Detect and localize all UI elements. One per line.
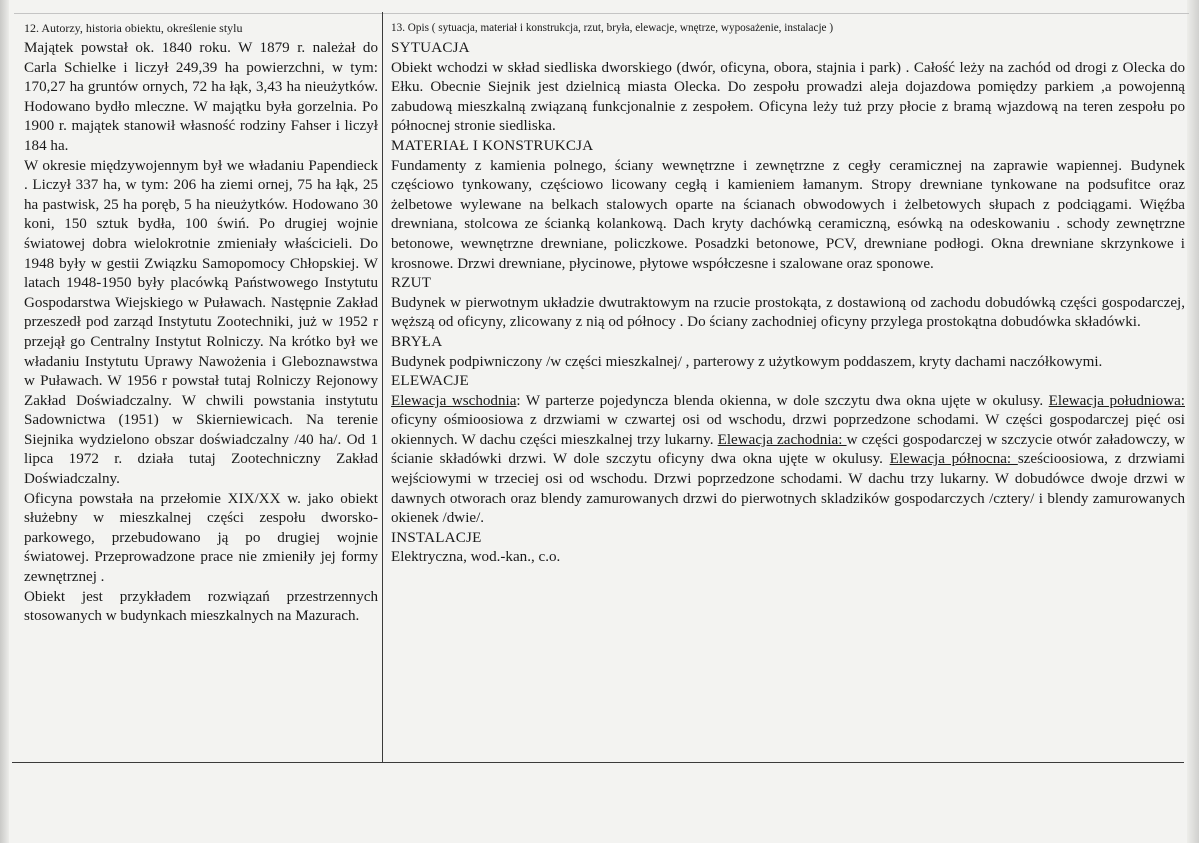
text-north-elevation: sześcioosiowa, z drzwiami wejściowymi w trzeciej osi od wschodu. Drzwi poprzedzone schodami. W dachu trzy lukarny. W dobudówce dwoje drzwi w dawnych otworach oraz blendy zamurowanych drzwi do pierwotnych skladzików gospodarczych /cztery/ i blendy zamurowanych okienek /dwie/. bbox=[391, 451, 1185, 527]
label-east-elevation: Elewacja wschodnia bbox=[391, 392, 517, 409]
text-west-elevation: w części gospodarczej w szczycie otwór załadowczy, w ścianie składówki drzwi. W dole szczytu oficyny dwa okna ujęte w okulusy. bbox=[391, 431, 1185, 468]
text-east-elevation: : W parterze pojedyncza blenda okienna, w dole szczytu dwa okna ujęte w okulusy. bbox=[516, 392, 1044, 409]
section-text-material: Fundamenty z kamienia polnego, ściany wewnętrzne i zewnętrzne z cegły ceramicznej na zaprawie wapiennej. Budynek częściowo tynkowany, częściowo licowany cegłą i kamieniem łamanym. Stropy drewniane tynkowane na podsufitce oraz żelbetowe wylewane na belkach stalowych oparte na ścianach obwodowych i żelbetowych słupach z podciągami. Więźba drewniana, stolcowa ze ścianką kolankową. Dach kryty dachówką ceramiczną, esówką na odeskowaniu . schody zewnętrzne betonowe, wewnętrzne drewniane, policzkowe. Posadzki betonowe, PCV, drewniane podłogi. Okna drewniane skrzynkowe i krosnowe. Drzwi drewniane, płycinowe, płytowe współczesne i szalowane oraz sponowe. bbox=[391, 157, 1185, 272]
section-title-instalacje: INSTALACJE bbox=[391, 529, 482, 546]
section-text-bryla: Budynek podpiwniczony /w części mieszkalnej/ , parterowy z użytkowym poddaszem, kryty dachami naczółkowymi. bbox=[391, 353, 1103, 370]
history-paragraph: Obiekt jest przykładem rozwiązań przestrzennych stosowanych w budynkach mieszkalnych na Mazurach. bbox=[24, 588, 378, 625]
history-header: 12. Autorzy, historia obiektu, określenie stylu bbox=[24, 21, 243, 35]
history-paragraph: Majątek powstał ok. 1840 roku. W 1879 r. należał do Carla Schielke i liczył 249,39 ha powierzchni, w tym: 170,27 ha gruntów ornych, 72 ha łąk, 3,43 ha nieużytków. Hodowano bydło mleczne. W majątku była gorzelnia. Po 1900 r. majątek stanowił własność rodziny Fahser i liczył 184 ha. bbox=[24, 40, 378, 154]
history-text bbox=[24, 39, 378, 627]
description-header: 13. Opis ( sytuacja, materiał i konstrukcja, rzut, bryła, elewacje, wnętrze, wyposażenie, instalacje ) bbox=[391, 22, 834, 34]
column-divider bbox=[382, 12, 383, 762]
scan-edge-right bbox=[1187, 0, 1199, 843]
section-title-elewacje: ELEWACJE bbox=[391, 373, 469, 390]
bottom-border-line bbox=[12, 762, 1184, 763]
section-text-elewacje bbox=[391, 392, 1185, 529]
section-title-material: MATERIAŁ I KONSTRUKCJA bbox=[391, 137, 594, 154]
history-paragraph: Oficyna powstała na przełomie XIX/XX w. jako obiekt służebny w mieszkalnej części zespołu dworsko-parkowego, przebudowano ją po drugiej wojnie światowej. Przeprowadzone prace nie zmieniły jej formy zewnętrznej . bbox=[24, 490, 378, 586]
label-west-elevation: Elewacja zachodnia: bbox=[717, 431, 847, 448]
label-north-elevation: Elewacja północna: bbox=[889, 451, 1018, 468]
section-text-instalacje: Elektryczna, wod.-kan., c.o. bbox=[391, 549, 561, 566]
history-column bbox=[24, 20, 378, 627]
section-text-sytuacja: Obiekt wchodzi w skład siedliska dworskiego (dwór, oficyna, obora, stajnia i park) . Całość leży na zachód od drogi z Olecka do Ełku. Obecnie Siejnik jest dzielnicą miasta Olecka. Do zespołu prowadzi aleja dojazdowa pomiędzy parkiem ,a powojenną zabudową mieszkalną związaną funkcjonalnie z zespołem. Oficyna leży tuż przy płocie z bramą wjazdową na teren zespołu po północnej stronie siedliska. bbox=[391, 59, 1185, 135]
history-paragraph: W okresie międzywojennym był we władaniu Papendieck . Liczył 337 ha, w tym: 206 ha ziemi ornej, 75 ha łąk, 25 ha pastwisk, 25 ha poręb, 5 ha nieużytków. Hodowano 30 koni, 150 sztuk bydła, 100 świń. Po drugiej wojnie światowej dobra wielokrotnie zmieniały właścicieli. Do 1948 były w gestii Związku Samopomocy Chłopskiej. W latach 1948-1950 były placówką Państwowego Instytutu Gospodarstwa Wiejskiego w Puławach. Następnie Zakład przeszedł pod zarząd Instytutu Zootechniki, już w 1952 r przejął go Centralny Instytut Rolniczy. Na krótko był we władaniu Instytutu Uprawy Nawożenia i Gleboznawstwa w Puławach. W 1956 r powstał tutaj Rolniczy Rejonowy Zakład Doświadczalny. W chwili powstania instytutu Sadownictwa (1951) w Skierniewicach. Na terenie Siejnika wydzielono obszar doświadczalny /40 ha/. Od 1 lipca 1972 r. działa tutaj Zootechniczny Zakład Doświadczalny. bbox=[24, 157, 378, 488]
text-south-elevation: oficyny ośmioosiowa z drzwiami w czwartej osi od wschodu, drzwi poprzedzone schodami. W części gospodarczej pięć osi okiennych. W dachu części mieszkalnej trzy lukarny. bbox=[391, 412, 1185, 448]
scan-edge-left bbox=[0, 0, 9, 843]
top-border-line bbox=[14, 13, 1189, 14]
description-column bbox=[391, 20, 1185, 568]
section-title-sytuacja: SYTUACJA bbox=[391, 40, 470, 56]
section-title-rzut: RZUT bbox=[391, 275, 432, 292]
section-title-bryla: BRYŁA bbox=[391, 333, 443, 350]
section-text-rzut: Budynek w pierwotnym układzie dwutraktowym na rzucie prostokąta, z dostawioną od zachodu dobudówką części gospodarczej, węższą od oficyny, zlicowany z nią od północy . Do ściany zachodniej oficyny przylega prostokątna dobudówka składówki. bbox=[391, 294, 1185, 331]
label-south-elevation: Elewacja południowa: bbox=[1048, 392, 1185, 409]
description-text bbox=[391, 39, 1185, 568]
